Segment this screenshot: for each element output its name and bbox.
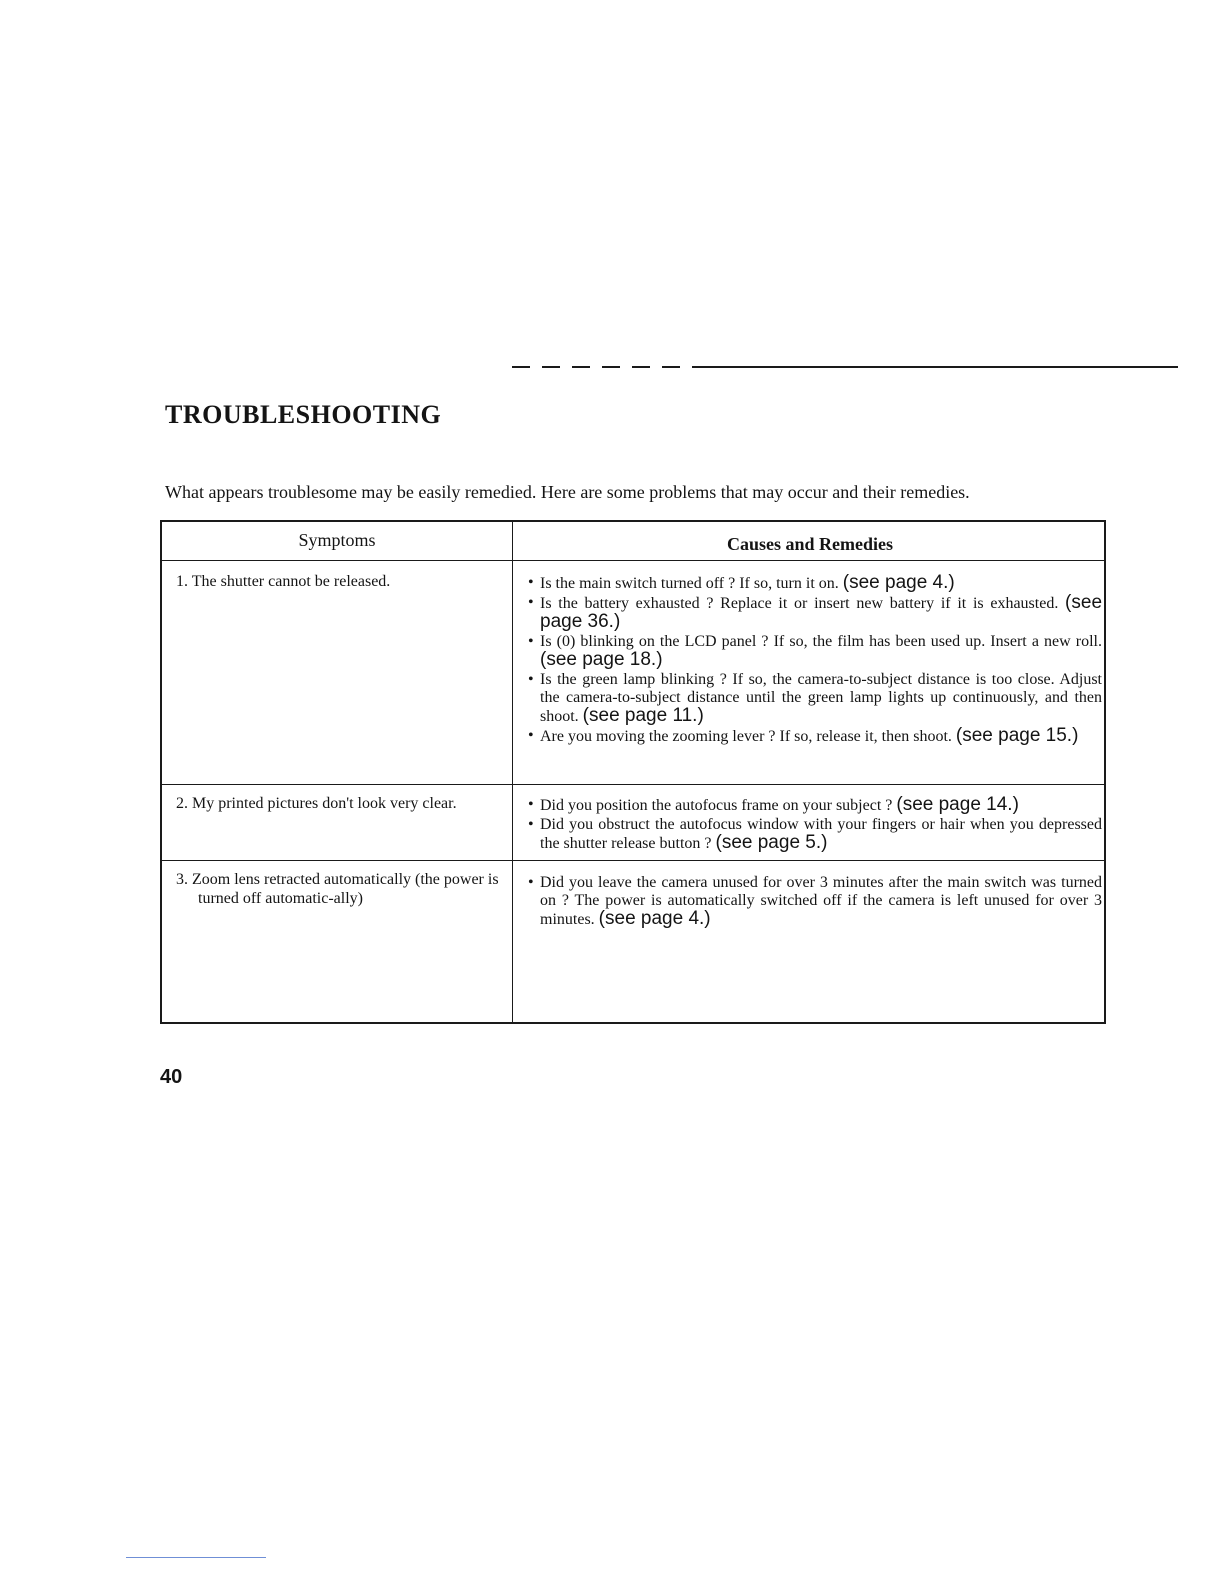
cause-item: • Did you obstruct the autofocus window with your fingers or hair when you depressed the shutter release button ? (see page 5.) [528,816,1102,853]
symptom-3: 3. Zoom lens retracted automatically (the power is turned off automatic-ally) [176,871,499,907]
page-number: 40 [160,1066,183,1088]
page-reference: (see page 5.) [715,832,828,853]
causes-list-3 [528,874,1102,930]
row-divider [162,860,1104,861]
troubleshooting-table [160,520,1106,1024]
header-causes: Causes and Remedies [726,534,893,554]
cause-item: • Is the main switch turned off ? If so, turn it on. (see page 4.) [528,572,955,593]
header-symptoms: Symptoms [298,530,376,550]
header-rule-gaps [500,366,700,368]
cause-item: • Is the battery exhausted ? Replace it or insert new battery if it is exhausted. (see page 36.) [528,592,1103,632]
symptom-2: 2. My printed pictures don't look very clear. [176,795,457,812]
symptom-1: 1. The shutter cannot be released. [176,573,391,590]
page-reference: (see page 18.) [540,649,663,670]
cause-item: • Is the green lamp blinking ? If so, the camera-to-subject distance is too close. Adjust the camera-to-subject distance until the green lamp lights up continuously, and then shoot. (see page 11.) [528,671,1102,726]
cause-item: • Did you position the autofocus frame on your subject ? (see page 14.) [528,794,1019,815]
cause-item: • Are you moving the zooming lever ? If so, release it, then shoot. (see page 15.) [528,725,1079,746]
page-reference: (see page 14.) [896,794,1019,815]
cause-item: • Did you leave the camera unused for over 3 minutes after the main switch was turned on ? The power is automatically switched off if the camera is left unused for over 3 minutes. (see page 4.) [528,874,1102,929]
causes-list-2 [528,796,1102,854]
causes-list-1 [528,574,1102,747]
page-title: TROUBLESHOOTING [165,400,442,429]
page-reference: (see page 36.) [540,592,1103,632]
row-divider [162,784,1104,785]
page-reference: (see page 4.) [842,572,955,593]
page-reference: (see page 15.) [955,725,1079,746]
page-reference: (see page 4.) [598,908,711,929]
intro-text: What appears troublesome may be easily remedied. Here are some problems that may occur and their remedies. [165,482,970,502]
column-divider [512,522,513,1022]
scan-edge-line [126,1557,266,1558]
page-reference: (see page 11.) [582,705,704,726]
header-divider [162,560,1104,561]
cause-item: • Is (0) blinking on the LCD panel ? If so, the film has been used up. Insert a new roll. (see page 18.) [528,633,1102,670]
